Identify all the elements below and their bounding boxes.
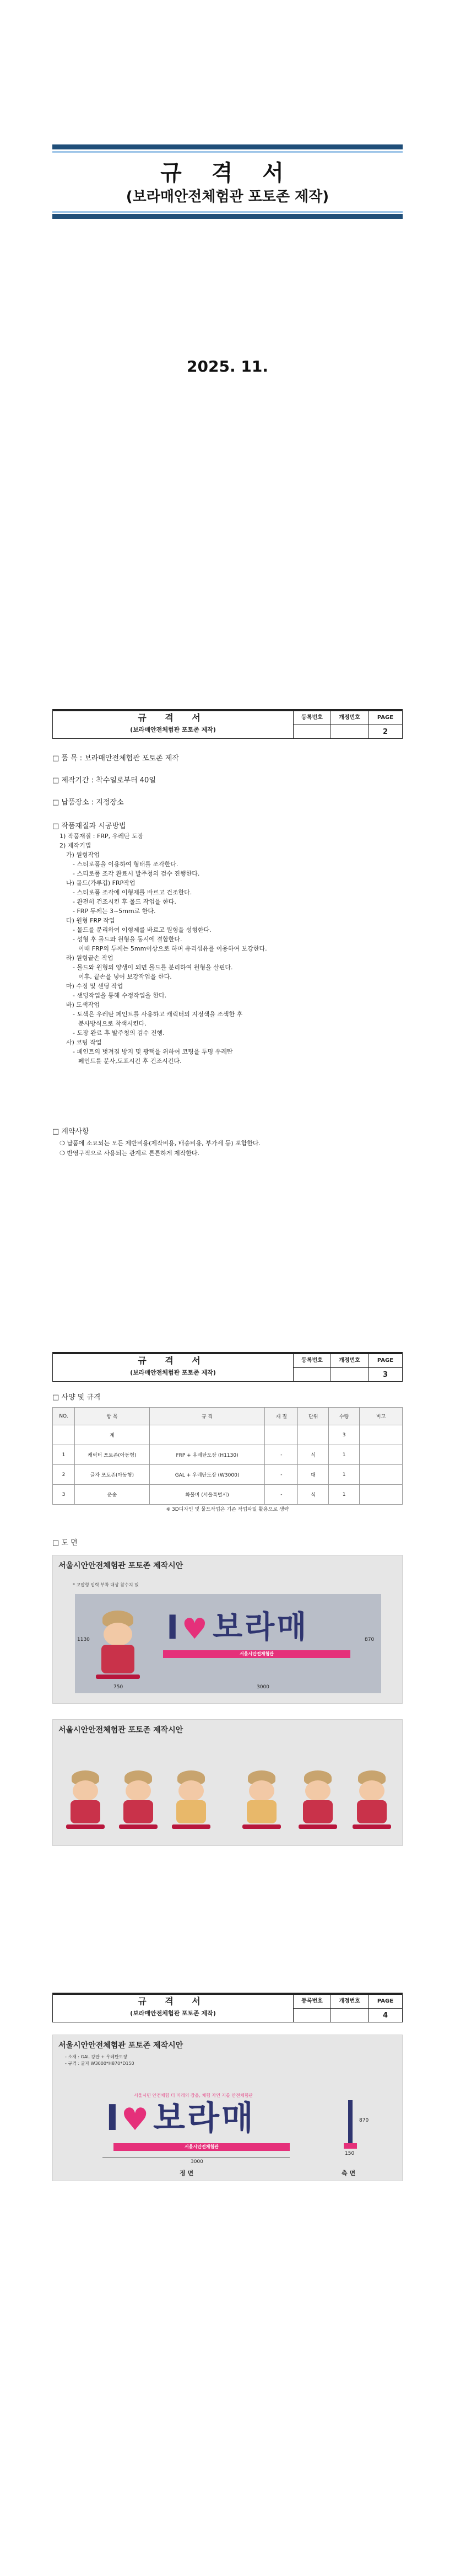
col-header: 비고 xyxy=(360,1408,403,1425)
item-place: □ 납품장소 : 지정장소 xyxy=(52,798,124,807)
method-line: - 완전히 건조시킨 후 몰드 작업을 한다. xyxy=(73,898,176,905)
character-figure xyxy=(64,1770,108,1831)
cell: 식 xyxy=(298,1485,329,1505)
drawing-heading: □ 도 면 xyxy=(52,1539,78,1547)
spec-heading: □ 사양 및 규격 xyxy=(52,1393,101,1402)
panel-title: 서울시안안전체험관 포토존 제작시안 xyxy=(58,1561,183,1570)
method-line: - 몰드를 분리하여 이형제를 바르고 원형을 성형한다. xyxy=(73,926,212,933)
item-name: □ 품 목 : 보라매안전체험관 포토존 제작 xyxy=(52,754,179,763)
cell: 식 xyxy=(298,1445,329,1465)
cell: - xyxy=(265,1445,298,1465)
character-figure xyxy=(117,1770,161,1831)
col-header: 재 질 xyxy=(265,1408,298,1425)
dim-width-sign: 3000 xyxy=(257,1684,269,1690)
method-line: 마) 수정 및 샌딩 작업 xyxy=(66,983,123,990)
sign-letter-i: I xyxy=(106,2098,119,2139)
page4-header xyxy=(52,1993,403,2022)
cell: 1 xyxy=(329,1465,360,1485)
cell: 운송 xyxy=(74,1485,149,1505)
dim-sign-height: 870 xyxy=(365,1637,375,1643)
cell: FRP + 우레탄도장 (H1130) xyxy=(149,1445,265,1465)
page2-header xyxy=(52,709,403,739)
cell: 캐릭터 포토존(아동형) xyxy=(74,1445,149,1465)
method-line: - 스티로폼을 이용하여 형태를 조각한다. xyxy=(73,861,178,868)
dim-height: 1130 xyxy=(77,1637,90,1643)
character-figure xyxy=(240,1770,284,1831)
header-title: 규 격 서 xyxy=(138,712,208,723)
header-page-label: PAGE xyxy=(369,711,402,725)
cell: 대 xyxy=(298,1465,329,1485)
dim-width-figure: 750 xyxy=(113,1684,123,1690)
cell: 1 xyxy=(329,1485,360,1505)
cell xyxy=(53,1425,75,1445)
cover-bottom-bar-thin xyxy=(52,211,403,213)
method-line: - 몰드와 원형의 양생이 되면 몰드를 분리하여 원형을 살핀다. xyxy=(73,964,233,971)
header-rev-label: 개정번호 xyxy=(331,711,368,725)
header-page-label: PAGE xyxy=(369,1995,402,2009)
spec-line: - 규격 : 글자 W3000*H870*D150 xyxy=(65,2061,134,2066)
cell: 글자 포토존(아동형) xyxy=(74,1465,149,1485)
cover-title: 규 격 서 xyxy=(160,160,295,186)
panel-note: * 고압형 입력 부착 대상 참수치 있 xyxy=(73,1582,139,1587)
character-figure xyxy=(93,1611,143,1682)
sign-text: 보라매 xyxy=(153,2099,256,2138)
header-page-number: 3 xyxy=(382,1371,388,1379)
col-header: NO. xyxy=(53,1408,75,1425)
table-row xyxy=(53,1465,403,1485)
header-rev-label: 개정번호 xyxy=(331,1354,368,1368)
cell xyxy=(298,1425,329,1445)
header-reg-label: 등록번호 xyxy=(294,1354,331,1368)
table-header-row xyxy=(53,1408,403,1425)
dim-width: 3000 xyxy=(191,2159,203,2165)
cell: GAL + 우레탄도장 (W3000) xyxy=(149,1465,265,1485)
method-line: 사) 코팅 작업 xyxy=(66,1039,102,1046)
header-title: 규 격 서 xyxy=(138,1355,208,1366)
method-heading: □ 작품재질과 시공방법 xyxy=(52,822,126,830)
drawing-panel-1 xyxy=(52,1555,403,1704)
method-line: 이때 FRP의 두께는 5mm이상으로 하며 유리섬유를 이용하여 보강한다. xyxy=(78,945,267,952)
cover-date: 2025. 11. xyxy=(187,357,268,375)
label-side: 측 면 xyxy=(342,2170,356,2177)
method-line: 1) 작품재질 : FRP, 우레탄 도장 xyxy=(59,833,144,840)
method-line: 페인트를 분사,도포시킨 후 건조시킨다. xyxy=(78,1058,182,1065)
drawing-panel-3 xyxy=(52,2035,403,2181)
cell xyxy=(360,1465,403,1485)
cell: 계 xyxy=(74,1425,149,1445)
method-line: 이후, 끝손을 넣어 보강작업을 한다. xyxy=(78,973,172,980)
cell: 1 xyxy=(53,1445,75,1465)
dim-depth: 150 xyxy=(345,2151,355,2156)
spec-table xyxy=(52,1407,403,1505)
header-reg-label: 등록번호 xyxy=(294,1995,331,2009)
method-line: 분사방식으로 착색시킨다. xyxy=(78,1020,147,1027)
method-line: - 스티로폼 조각 완료시 발주청의 검수 진행한다. xyxy=(73,870,200,877)
col-header: 수량 xyxy=(329,1408,360,1425)
sign-bar: 서울시안전체험관 xyxy=(113,2143,290,2151)
sign-letter-i: I xyxy=(166,1608,179,1647)
side-view-base xyxy=(344,2143,357,2149)
header-page-number: 2 xyxy=(382,728,388,736)
cover-top-bar xyxy=(52,144,403,149)
cell xyxy=(360,1485,403,1505)
spec-line: - 소재 : GAL 강판 + 우레탄도장 xyxy=(65,2054,128,2059)
contract-line: ❍ 반영구적으로 사용되는 관계로 튼튼하게 제작한다. xyxy=(59,1150,199,1157)
table-row xyxy=(53,1445,403,1465)
header-page-number: 4 xyxy=(382,2011,388,2020)
item-period: □ 제작기간 : 착수일로부터 40일 xyxy=(52,776,156,785)
cell: - xyxy=(265,1465,298,1485)
panel-title: 서울시안안전체험관 포토존 제작시안 xyxy=(58,2041,183,2050)
cell: 3 xyxy=(53,1485,75,1505)
method-line: 바) 도색작업 xyxy=(66,1001,100,1008)
method-line: - 스티로폼 조각에 이형제를 바르고 건조한다. xyxy=(73,889,192,896)
method-line: - FRP 두께는 3~5mm로 한다. xyxy=(73,908,156,915)
method-line: - 도색은 우레탄 페인트를 사용하고 캐릭터의 지정색을 조색한 후 xyxy=(73,1011,243,1018)
method-line: - 도장 완료 후 발주청의 검수 진행. xyxy=(73,1029,165,1037)
table-row xyxy=(53,1485,403,1505)
cell xyxy=(360,1445,403,1465)
table-note: ※ 3D디자인 및 물드작업은 기존 작업파일 활용으로 생략 xyxy=(166,1507,289,1512)
sign-bar: 서울시안전체험관 xyxy=(163,1650,350,1658)
character-figure xyxy=(296,1770,340,1831)
cell: 2 xyxy=(53,1465,75,1485)
contract-line: ❍ 납품에 소요되는 모든 제반비용(제작비용, 배송비용, 부가세 등) 포함한다. xyxy=(59,1140,261,1147)
cell xyxy=(265,1425,298,1445)
dim-height: 870 xyxy=(359,2118,369,2123)
cell: - xyxy=(265,1485,298,1505)
method-line: 라) 원형끝손 작업 xyxy=(66,954,113,962)
table-row xyxy=(53,1425,403,1445)
panel-title: 서울시안안전체험관 포토존 제작시안 xyxy=(58,1726,183,1735)
sign-banner: 서울시민 안전체험 더 미래의 장을, 체험 자연 지를 안전체험관 xyxy=(133,2093,253,2098)
label-front: 정 면 xyxy=(180,2170,194,2177)
method-line: - 성형 후 몰드와 원형을 동시에 결합한다. xyxy=(73,936,182,943)
cover-top-bar-thin xyxy=(52,151,403,153)
header-subtitle: (보라매안전체험관 포토존 제작) xyxy=(130,1369,216,1376)
heart-icon: ♥ xyxy=(121,2102,149,2138)
method-line: - 샌딩작업을 통해 수정작업을 한다. xyxy=(73,992,167,999)
header-page-label: PAGE xyxy=(369,1354,402,1368)
cell xyxy=(149,1425,265,1445)
col-header: 항 목 xyxy=(74,1408,149,1425)
drawing-panel-2 xyxy=(52,1719,403,1846)
method-line: 다) 원형 FRP 작업 xyxy=(66,917,115,924)
cell: 1 xyxy=(329,1445,360,1465)
sign-text: 보라매 xyxy=(213,1609,309,1645)
method-line: 가) 원형작업 xyxy=(66,851,100,858)
col-header: 규 격 xyxy=(149,1408,265,1425)
method-line: - 페인트의 벗겨짐 방지 및 광택을 위하여 코팅을 투명 우레탄 xyxy=(73,1048,233,1055)
character-figure xyxy=(350,1770,394,1831)
cell xyxy=(360,1425,403,1445)
header-rev-label: 개정번호 xyxy=(331,1995,368,2009)
contract-heading: □ 계약사항 xyxy=(52,1128,89,1136)
header-subtitle: (보라매안전체험관 포토존 제작) xyxy=(130,726,216,733)
method-line: 나) 몰드(가루깁) FRP작업 xyxy=(66,879,136,887)
cell: 3 xyxy=(329,1425,360,1445)
header-reg-label: 등록번호 xyxy=(294,711,331,725)
header-subtitle: (보라매안전체험관 포토존 제작) xyxy=(130,2010,216,2017)
side-view-post xyxy=(348,2100,353,2146)
page3-header xyxy=(52,1352,403,1382)
cover-bottom-bar xyxy=(52,214,403,219)
cell: 화물비 (서울특별시) xyxy=(149,1485,265,1505)
col-header: 단위 xyxy=(298,1408,329,1425)
cover-subtitle: (보라매안전체험관 포토존 제작) xyxy=(126,189,329,205)
method-line: 2) 제작기법 xyxy=(59,842,91,849)
heart-icon: ♥ xyxy=(182,1613,208,1646)
character-figure xyxy=(170,1770,214,1831)
header-title: 규 격 서 xyxy=(138,1996,208,2006)
